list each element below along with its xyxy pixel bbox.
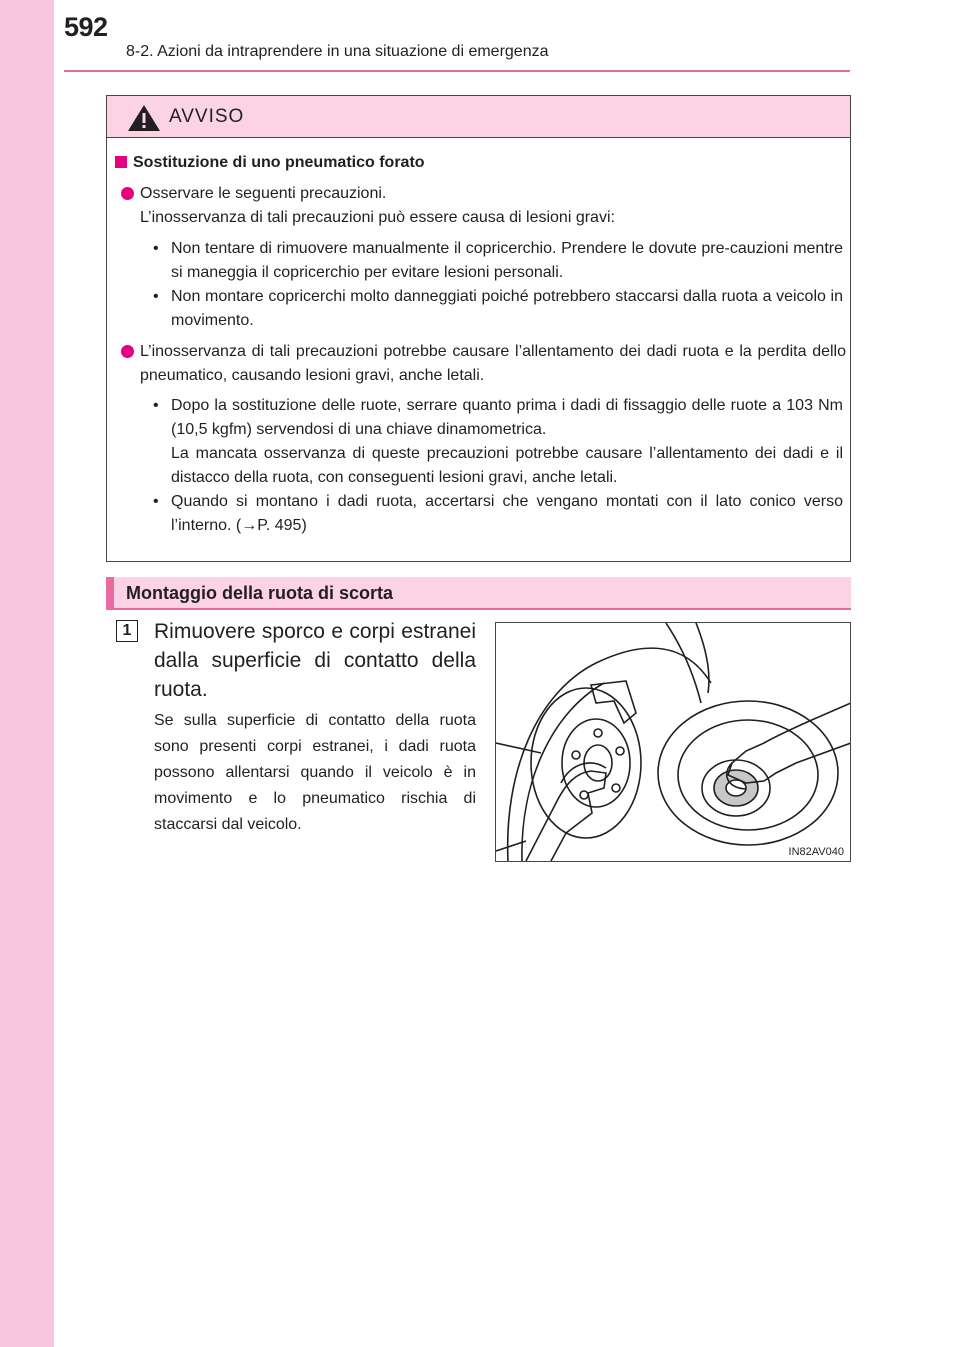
step-body: Se sulla superficie di contatto della ruota sono presenti corpi estranei, i dadi ruota possono allentarsi quando il veicolo è in movimento e lo pneumatico rischia di staccarsi dal veicolo.	[154, 712, 476, 833]
section-banner-bar	[106, 577, 114, 610]
wheel-hub-cleaning-icon	[496, 623, 851, 862]
step-heading: Rimuovere sporco e corpi estranei dalla superficie di contatto della ruota.	[154, 620, 476, 701]
header-rule	[64, 70, 850, 72]
bullet-line: L’inosservanza di tali precauzioni può essere causa di lesioni gravi:	[140, 209, 615, 226]
warning-sub-item: • Non tentare di rimuovere manualmente il copricerchio. Prendere le dovute pre-cauzioni mentre si maneggia il copricerchio per evitare lesioni personali.	[153, 237, 843, 285]
warning-bullet	[121, 182, 846, 230]
bullet-line: Osservare le seguenti precauzioni.	[140, 185, 387, 202]
section-banner	[106, 577, 851, 610]
warning-bullet	[121, 340, 846, 388]
warning-section-title-text: Sostituzione di uno pneumatico forato	[133, 154, 425, 171]
warning-header	[107, 96, 850, 138]
wheel-cleaning-illustration	[495, 622, 851, 862]
warning-box	[106, 95, 851, 562]
section-title: Montaggio della ruota di scorta	[126, 583, 394, 603]
running-header: 8-2. Azioni da intraprendere in una situazione di emergenza	[126, 43, 549, 60]
warning-triangle-icon	[127, 104, 161, 132]
side-tab	[0, 0, 54, 1347]
bullet-line: L’inosservanza di tali precauzioni potrebbe causare l’allentamento dei dadi ruota e la perdita dello pneumatico, causando lesioni gravi, anche letali.	[140, 343, 846, 384]
warning-sub-list	[153, 237, 843, 333]
warning-title: AVVISO	[169, 106, 245, 127]
warning-sub-list	[153, 394, 843, 538]
page-number: 592	[64, 12, 108, 42]
circle-bullet-icon	[121, 345, 134, 358]
warning-sub-item-extra: La mancata osservanza di queste precauzioni potrebbe causare l’allentamento dei dadi e il distacco della ruota, con conseguenti lesioni gravi, anche letali.	[171, 445, 843, 486]
warning-sub-item: • Non montare copricerchi molto danneggiati poiché potrebbero staccarsi dalla ruota a veicolo in movimento.	[153, 285, 843, 333]
step-number: 1	[116, 620, 138, 642]
warning-section-title	[115, 154, 425, 172]
warning-sub-item: • Quando si montano i dadi ruota, accertarsi che vengano montati con il lato conico verso l’interno. (→P. 495)	[153, 490, 843, 538]
square-bullet-icon	[115, 156, 127, 168]
warning-sub-item: • Dopo la sostituzione delle ruote, serrare quanto prima i dadi di fissaggio delle ruote a 103 Nm (10,5 kgfm) servendosi di una chiave dinamometrica. La mancata osservanza di queste precauzioni potrebbe causare l’allentamento dei dadi e il distacco della ruota, con conseguenti lesioni gravi, anche letali.	[153, 394, 843, 490]
circle-bullet-icon	[121, 187, 134, 200]
illustration-code: IN82AV040	[788, 846, 844, 858]
